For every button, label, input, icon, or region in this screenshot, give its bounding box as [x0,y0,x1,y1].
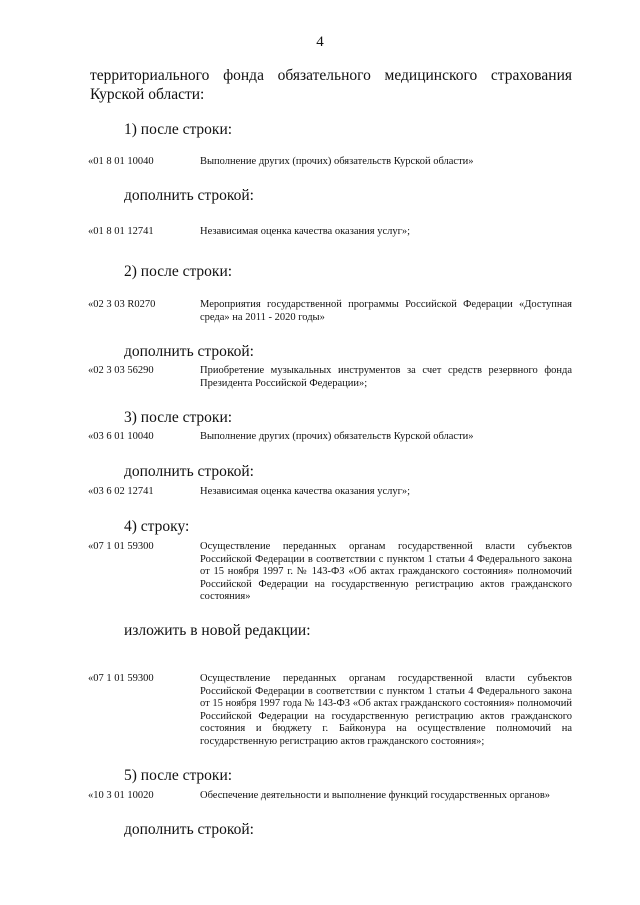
amendment-heading-2-add: дополнить строкой: [124,343,254,360]
budget-code: «07 1 01 59300 [88,541,154,552]
budget-description: Мероприятия государственной программы Российской Федерации «Доступная среда» на 2011 - 2020 годы» [200,299,572,323]
budget-code: «07 1 01 59300 [88,673,154,684]
budget-code: «02 3 03 R0270 [88,299,156,310]
amendment-heading-4: 4) строку: [124,518,190,535]
budget-description: Осуществление переданных органам государственной власти субъектов Российской Федерации в соответствии с пунктом 1 статьи 4 Федерального закона от 15 ноября 1997 года № 143-ФЗ «Об актах гражданского состояния» полномочий Российской Федерации на государственную регистрацию актов гражданского состояния и бюджету г. Байконура на осуществление полномочий на государственную регистрацию актов гражданского состояния»; [200,673,572,747]
budget-code: «03 6 02 12741 [88,486,154,497]
budget-description: Приобретение музыкальных инструментов за счет средств резервного фонда Президента Российской Федерации»; [200,365,572,389]
amendment-heading-5: 5) после строки: [124,767,233,784]
amendment-heading-4-new: изложить в новой редакции: [124,622,311,639]
budget-description: Осуществление переданных органам государственной власти субъектов Российской Федерации в соответствии с пунктом 1 статьи 4 Федерального закона от 15 ноября 1997 г. № 143-ФЗ «Об актах гражданского состояния» полномочий Российской Федерации на государственную регистрацию актов гражданского состояния» [200,541,572,602]
amendment-heading-2: 2) после строки: [124,263,233,280]
intro-paragraph-line-2: Курской области: [90,86,205,103]
amendment-heading-3-add: дополнить строкой: [124,463,254,480]
budget-description: Выполнение других (прочих) обязательств Курской области» [200,156,474,167]
budget-description: Обеспечение деятельности и выполнение функций государственных органов» [200,790,551,801]
amendment-heading-5-add: дополнить строкой: [124,821,254,838]
amendment-heading-1: 1) после строки: [124,121,233,138]
page-number: 4 [316,34,324,50]
budget-code: «01 8 01 10040 [88,156,154,167]
intro-paragraph-line-1: территориального фонда обязательного медицинского страхования [90,67,572,84]
budget-code: «01 8 01 12741 [88,226,154,237]
budget-code: «02 3 03 56290 [88,365,154,376]
budget-code: «03 6 01 10040 [88,431,154,442]
budget-code: «10 3 01 10020 [88,790,154,801]
amendment-heading-1-add: дополнить строкой: [124,187,254,204]
budget-description: Независимая оценка качества оказания услуг»; [200,486,411,497]
budget-description: Выполнение других (прочих) обязательств Курской области» [200,431,474,442]
amendment-heading-3: 3) после строки: [124,409,233,426]
budget-description: Независимая оценка качества оказания услуг»; [200,226,411,237]
